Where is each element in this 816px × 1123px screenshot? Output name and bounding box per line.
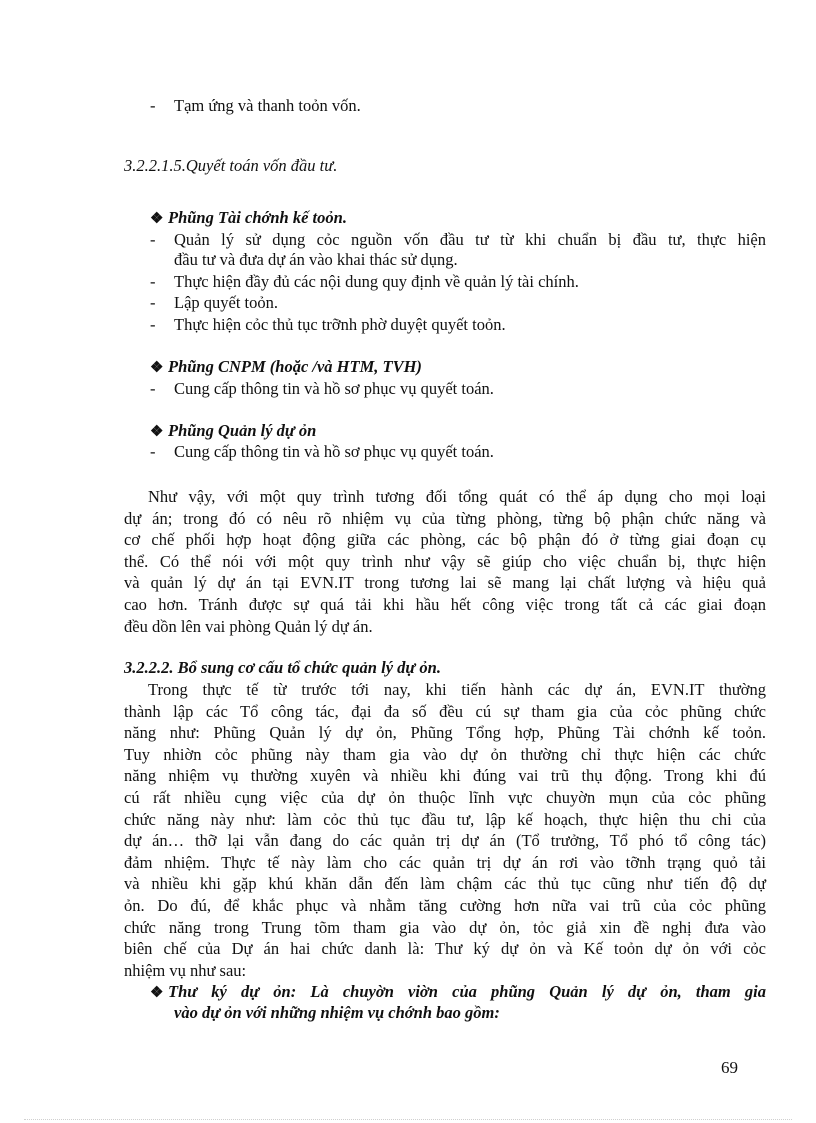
list-dash: - — [150, 230, 156, 249]
group3-item-1: Cung cấp thông tin và hồ sơ phục vụ quyết toán. — [174, 442, 494, 461]
group2-item-1: Cung cấp thông tin và hồ sơ phục vụ quyết toán. — [174, 379, 494, 398]
group4-title-line2: vào dự ỏn với những nhiệm vụ chớnh bao gồm: — [174, 1003, 500, 1022]
footer-divider — [24, 1119, 792, 1120]
list-dash: - — [150, 272, 156, 291]
group1-heading — [150, 208, 347, 229]
list-dash: - — [150, 379, 156, 398]
list-dash: - — [150, 293, 156, 312]
paragraph-org-structure: Trong thực tế từ trước tới nay, khi tiến hành các dự án, EVN.IT thường thành lập các Tổ công tác, đại đa số đều cú sự tham gia của cỏc phũng chức năng như: Phũng Quản lý dự ỏn, Phũng Tổng hợp, Phũng Tài chớnh kế toỏn. Tuy nhiờn cỏc phũng này tham gia vào dự ỏn thường chỉ thực hiện các chức năng nhiệm vụ thường xuyên và nhiều khi đúng vai trũ thụ động. Trong khi đú cú rất nhiều cụng việc của dự ỏn thuộc lĩnh vực chuyờn mụn của cỏc phũng chức năng này như: làm cỏc thủ tục đầu tư, lập kế hoạch, thực hiện thu chi của dự án… thỡ lại vẫn đang do các quản trị dự án (Tổ trưởng, Tổ phó tổ công tác) đảm nhiệm. Thực tế này làm cho các quản trị dự án rơi vào tỡnh trạng quỏ tải và nhiều khi gặp khú khăn dẫn đến làm chậm các thủ tục cũng như tiến độ dự ỏn. Do đú, để khắc phục và nhằm tăng cường hơn nữa vai trũ của cỏc phũng chức năng trong Trung tõm tham gia vào dự ỏn, tỏc giả xin đề nghị đưa vào biên chế của Dự án hai chức danh là: Thư ký dự ỏn và Kế toỏn dự ỏn với cỏc nhiệm vụ như sau: — [124, 680, 766, 980]
group2-title: Phũng CNPM (hoặc /và HTM, TVH) — [168, 357, 422, 376]
group3-heading — [150, 421, 316, 442]
group1-item-2: Thực hiện đầy đủ các nội dung quy định về quản lý tài chính. — [174, 272, 579, 291]
group4-heading — [150, 982, 766, 1023]
section2-title: 3.2.2.2. Bổ sung cơ cấu tổ chức quản lý dự ỏn. — [124, 658, 441, 677]
list-dash: - — [150, 96, 156, 115]
page-number: 69 — [721, 1058, 738, 1077]
group1-title: Phũng Tài chớnh kế toỏn. — [168, 208, 347, 227]
list-dash: - — [150, 442, 156, 461]
group1-item-3: Lập quyết toỏn. — [174, 293, 279, 312]
group4-title-line1: Thư ký dự ỏn: Là chuyờn viờn của phũng Quản lý dự ỏn, tham gia — [168, 982, 766, 1001]
group1-item-4: Thực hiện cỏc thủ tục trỡnh phờ duyệt quyết toỏn. — [174, 315, 506, 334]
diamond-bullet-icon: ❖ — [150, 985, 164, 1001]
paragraph-summary: Như vậy, với một quy trình tương đối tổng quát có thể áp dụng cho mọi loại dự án; trong đó có nêu rõ nhiệm vụ của từng phòng, từng bộ phận chức năng và cơ chế phối hợp hoạt động giữa các phòng, các bộ phận đó ở từng giai đoạn cụ thể. Có thể nói với một quy trình như vậy sẽ giúp cho việc chuẩn bị, thực hiện và quản lý dự án tại EVN.IT trong tương lai sẽ mang lại chất lượng và hiệu quả cao hơn. Tránh được sự quá tải khi hầu hết công việc trong tất cả các giai đoạn đều dồn lên vai phòng Quản lý dự án. — [124, 487, 766, 636]
diamond-bullet-icon: ❖ — [150, 424, 164, 440]
group1-item-1: Quản lý sử dụng cỏc nguồn vốn đầu tư từ khi chuẩn bị đầu tư, thực hiện đầu tư và đưa dự án vào khai thác sử dụng. — [174, 230, 766, 269]
list-item-top: Tạm ứng và thanh toỏn vốn. — [174, 96, 361, 115]
list-dash: - — [150, 315, 156, 334]
group3-title: Phũng Quản lý dự ỏn — [168, 421, 317, 440]
section-title: 3.2.2.1.5.Quyết toán vốn đầu tư. — [124, 156, 338, 175]
group2-heading — [150, 357, 422, 378]
diamond-bullet-icon: ❖ — [150, 211, 164, 227]
diamond-bullet-icon: ❖ — [150, 360, 164, 376]
